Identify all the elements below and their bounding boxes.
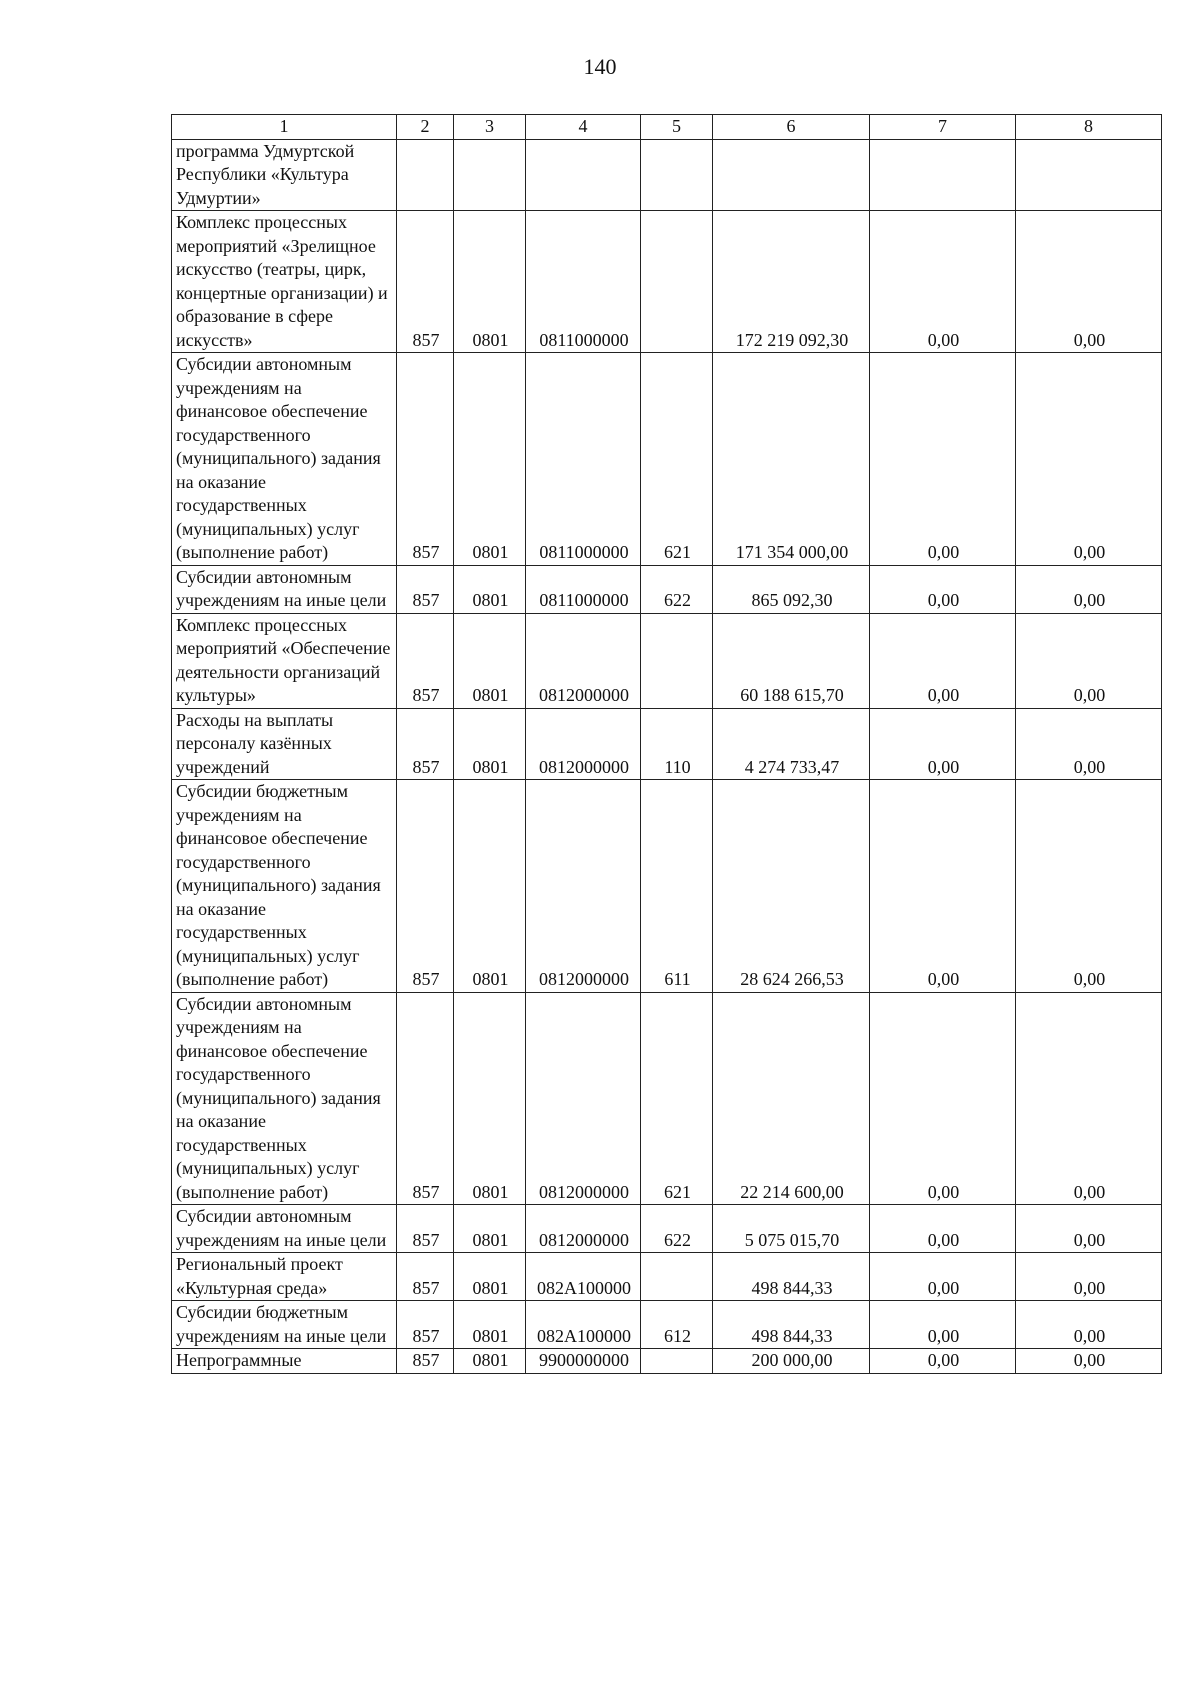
cell-col-8: 0,00 <box>1016 565 1162 613</box>
cell-col-5: 621 <box>641 353 713 566</box>
cell-col-4: 082A100000 <box>526 1301 641 1349</box>
cell-col-6: 200 000,00 <box>713 1349 870 1374</box>
cell-col-8: 0,00 <box>1016 1349 1162 1374</box>
cell-col-2: 857 <box>397 613 454 708</box>
cell-col-4: 082A100000 <box>526 1253 641 1301</box>
cell-col-4: 0812000000 <box>526 992 641 1205</box>
cell-col-8: 0,00 <box>1016 992 1162 1205</box>
cell-col-2: 857 <box>397 353 454 566</box>
table-row <box>172 1349 1162 1374</box>
cell-col-3 <box>454 139 526 211</box>
cell-col-5: 612 <box>641 1301 713 1349</box>
cell-col-2: 857 <box>397 1253 454 1301</box>
table-body <box>172 139 1162 1373</box>
page-number: 140 <box>583 54 617 79</box>
col-header-5: 5 <box>641 115 713 140</box>
cell-col-6: 60 188 615,70 <box>713 613 870 708</box>
cell-col-4: 0811000000 <box>526 565 641 613</box>
table-row <box>172 353 1162 566</box>
cell-col-3: 0801 <box>454 780 526 993</box>
cell-name: Субсидии автономным учреждениям на финансовое обеспечение государственного (муниципального) задания на оказание государственных (муниципальных) услуг (выполнение работ) <box>172 992 397 1205</box>
col-header-6: 6 <box>713 115 870 140</box>
cell-col-5 <box>641 1349 713 1374</box>
cell-col-8: 0,00 <box>1016 708 1162 780</box>
cell-col-8: 0,00 <box>1016 1301 1162 1349</box>
table-row <box>172 708 1162 780</box>
cell-col-2: 857 <box>397 708 454 780</box>
cell-col-3: 0801 <box>454 1349 526 1374</box>
table-row <box>172 565 1162 613</box>
cell-col-8: 0,00 <box>1016 613 1162 708</box>
cell-name: Субсидии бюджетным учреждениям на финансовое обеспечение государственного (муниципального) задания на оказание государственных (муниципальных) услуг (выполнение работ) <box>172 780 397 993</box>
cell-col-7: 0,00 <box>870 353 1016 566</box>
cell-col-7: 0,00 <box>870 780 1016 993</box>
col-header-1: 1 <box>172 115 397 140</box>
cell-col-6: 865 092,30 <box>713 565 870 613</box>
cell-col-7: 0,00 <box>870 1301 1016 1349</box>
cell-col-3: 0801 <box>454 353 526 566</box>
table-row <box>172 1253 1162 1301</box>
col-header-7: 7 <box>870 115 1016 140</box>
table-row <box>172 992 1162 1205</box>
cell-col-7: 0,00 <box>870 992 1016 1205</box>
cell-col-7: 0,00 <box>870 613 1016 708</box>
cell-col-4: 0812000000 <box>526 708 641 780</box>
table-row <box>172 613 1162 708</box>
table-row <box>172 1205 1162 1253</box>
cell-col-7: 0,00 <box>870 211 1016 353</box>
cell-col-2: 857 <box>397 780 454 993</box>
cell-col-6: 5 075 015,70 <box>713 1205 870 1253</box>
cell-col-5: 622 <box>641 565 713 613</box>
cell-col-8: 0,00 <box>1016 780 1162 993</box>
cell-col-5: 621 <box>641 992 713 1205</box>
cell-col-2: 857 <box>397 1349 454 1374</box>
cell-col-4: 0811000000 <box>526 353 641 566</box>
cell-col-5 <box>641 1253 713 1301</box>
col-header-2: 2 <box>397 115 454 140</box>
col-header-3: 3 <box>454 115 526 140</box>
cell-col-6: 4 274 733,47 <box>713 708 870 780</box>
header-row <box>172 115 1162 140</box>
cell-col-6: 171 354 000,00 <box>713 353 870 566</box>
cell-name: Субсидии бюджетным учреждениям на иные цели <box>172 1301 397 1349</box>
cell-col-4 <box>526 139 641 211</box>
cell-col-5: 622 <box>641 1205 713 1253</box>
table-row <box>172 780 1162 993</box>
cell-col-4: 0811000000 <box>526 211 641 353</box>
cell-col-7 <box>870 139 1016 211</box>
cell-name: программа Удмуртской Республики «Культура Удмуртии» <box>172 139 397 211</box>
cell-col-5 <box>641 139 713 211</box>
cell-name: Комплекс процессных мероприятий «Обеспечение деятельности организаций культуры» <box>172 613 397 708</box>
cell-col-3: 0801 <box>454 613 526 708</box>
cell-name: Субсидии автономным учреждениям на финансовое обеспечение государственного (муниципального) задания на оказание государственных (муниципальных) услуг (выполнение работ) <box>172 353 397 566</box>
cell-col-7: 0,00 <box>870 565 1016 613</box>
cell-col-6: 22 214 600,00 <box>713 992 870 1205</box>
cell-col-2: 857 <box>397 1301 454 1349</box>
cell-name: Региональный проект «Культурная среда» <box>172 1253 397 1301</box>
cell-col-5: 110 <box>641 708 713 780</box>
cell-col-3: 0801 <box>454 1301 526 1349</box>
cell-col-6: 172 219 092,30 <box>713 211 870 353</box>
cell-col-5 <box>641 613 713 708</box>
cell-col-8: 0,00 <box>1016 1205 1162 1253</box>
cell-col-8: 0,00 <box>1016 353 1162 566</box>
table-row <box>172 1301 1162 1349</box>
cell-col-3: 0801 <box>454 1205 526 1253</box>
cell-col-6: 28 624 266,53 <box>713 780 870 993</box>
col-header-4: 4 <box>526 115 641 140</box>
cell-name: Субсидии автономным учреждениям на иные цели <box>172 1205 397 1253</box>
cell-col-5 <box>641 211 713 353</box>
cell-col-3: 0801 <box>454 992 526 1205</box>
cell-col-5: 611 <box>641 780 713 993</box>
cell-col-8: 0,00 <box>1016 1253 1162 1301</box>
cell-name: Расходы на выплаты персоналу казённых учреждений <box>172 708 397 780</box>
cell-col-8 <box>1016 139 1162 211</box>
cell-col-4: 0812000000 <box>526 1205 641 1253</box>
cell-col-2 <box>397 139 454 211</box>
cell-col-3: 0801 <box>454 565 526 613</box>
cell-name: Комплекс процессных мероприятий «Зрелищное искусство (театры, цирк, концертные организации) и образование в сфере искусств» <box>172 211 397 353</box>
cell-col-4: 0812000000 <box>526 613 641 708</box>
cell-col-2: 857 <box>397 565 454 613</box>
budget-table <box>171 114 1162 1374</box>
cell-col-3: 0801 <box>454 211 526 353</box>
cell-col-6: 498 844,33 <box>713 1253 870 1301</box>
cell-col-8: 0,00 <box>1016 211 1162 353</box>
col-header-8: 8 <box>1016 115 1162 140</box>
table-row <box>172 139 1162 211</box>
cell-name: Непрограммные <box>172 1349 397 1374</box>
cell-col-2: 857 <box>397 992 454 1205</box>
cell-col-3: 0801 <box>454 708 526 780</box>
cell-col-3: 0801 <box>454 1253 526 1301</box>
cell-col-4: 9900000000 <box>526 1349 641 1374</box>
cell-col-2: 857 <box>397 1205 454 1253</box>
cell-col-4: 0812000000 <box>526 780 641 993</box>
cell-col-7: 0,00 <box>870 1253 1016 1301</box>
cell-col-6: 498 844,33 <box>713 1301 870 1349</box>
cell-col-6 <box>713 139 870 211</box>
cell-col-7: 0,00 <box>870 1205 1016 1253</box>
cell-col-7: 0,00 <box>870 1349 1016 1374</box>
cell-name: Субсидии автономным учреждениям на иные цели <box>172 565 397 613</box>
table-row <box>172 211 1162 353</box>
cell-col-7: 0,00 <box>870 708 1016 780</box>
cell-col-2: 857 <box>397 211 454 353</box>
